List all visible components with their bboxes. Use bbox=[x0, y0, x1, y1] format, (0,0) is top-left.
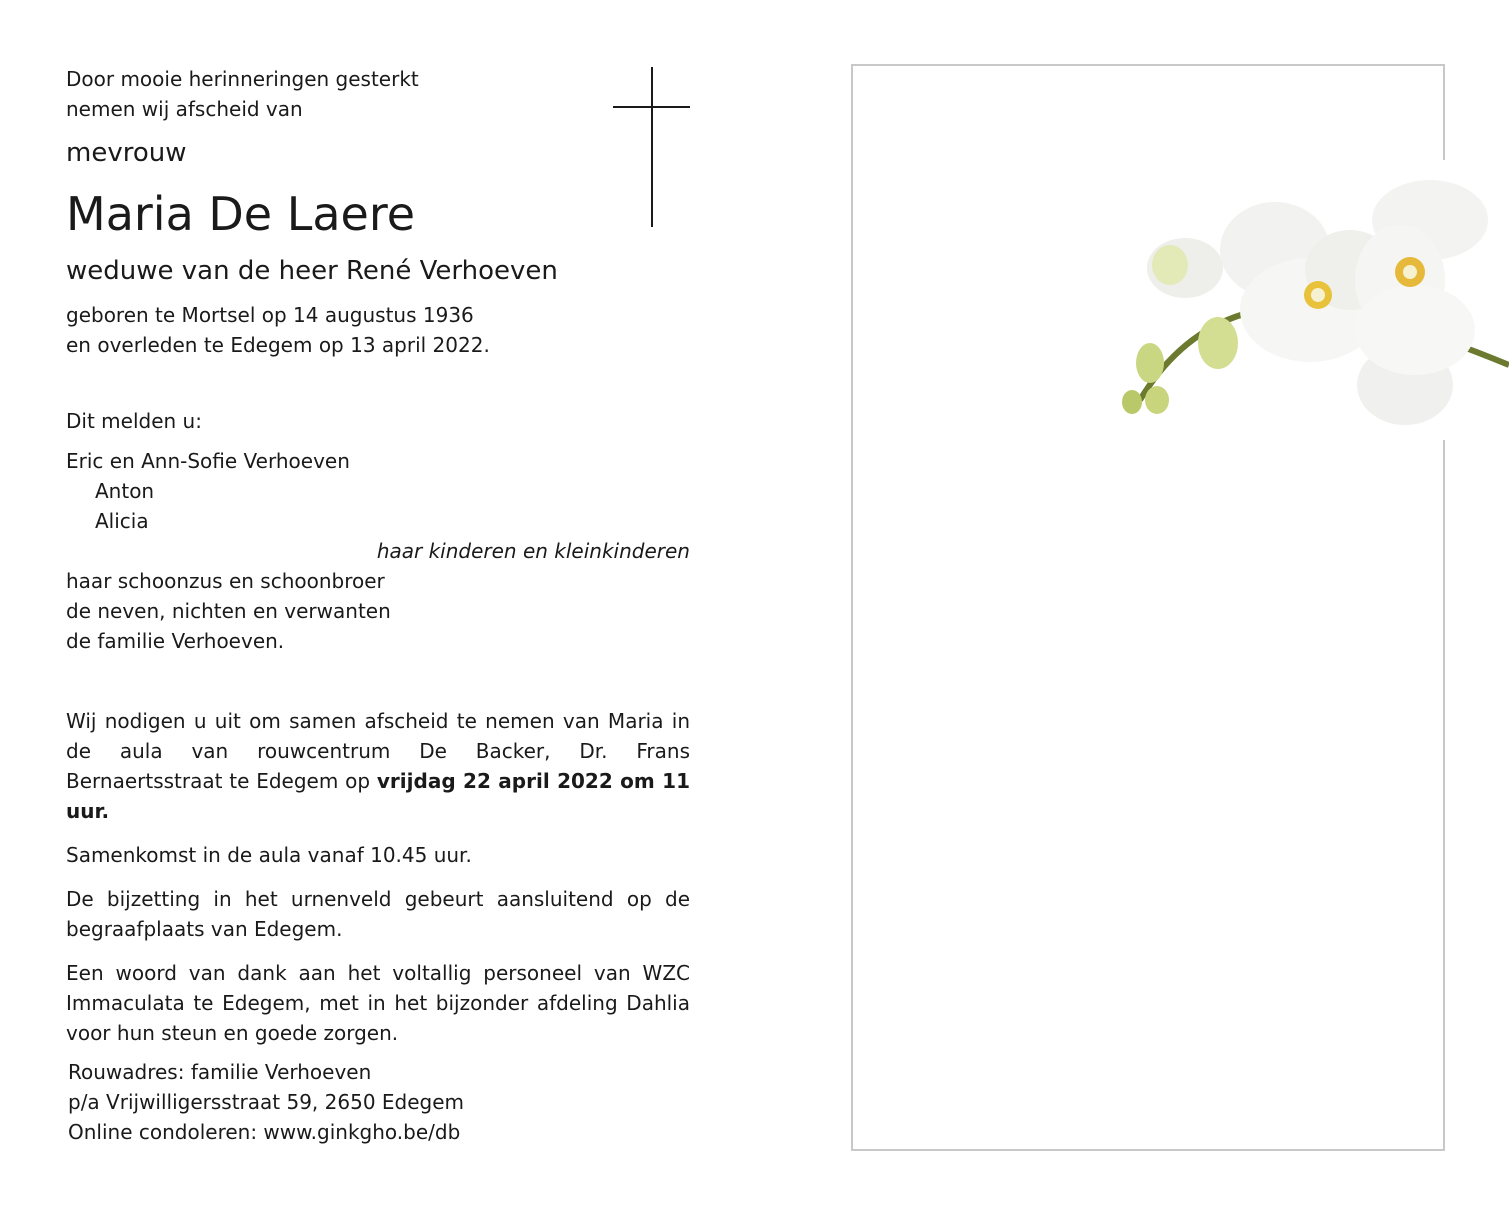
intro-line-1: Door mooie herinneringen gesterkt bbox=[66, 67, 419, 91]
died-line: en overleden te Edegem op 13 april 2022. bbox=[66, 333, 490, 357]
family-other-1: haar schoonzus en schoonbroer bbox=[66, 569, 385, 593]
gathering-paragraph: Samenkomst in de aula vanaf 10.45 uur. bbox=[66, 843, 472, 867]
address-line-3: Online condoleren: www.ginkgho.be/db bbox=[68, 1120, 461, 1144]
thanks-paragraph: Een woord van dank aan het voltallig personeel van WZC Immaculata te Edegem, met in het bijzonder afdeling Dahlia voor hun steun en goede zorgen. bbox=[66, 961, 690, 1045]
address-line-1: Rouwadres: familie Verhoeven bbox=[68, 1060, 372, 1084]
orchid-flower-icon bbox=[1100, 150, 1509, 445]
grandchild-2: Alicia bbox=[95, 509, 149, 533]
intro-line-2: nemen wij afscheid van bbox=[66, 97, 303, 121]
address-line-2: p/a Vrijwilligersstraat 59, 2650 Edegem bbox=[68, 1090, 465, 1114]
cross-icon bbox=[651, 67, 653, 227]
salutation: mevrouw bbox=[66, 138, 187, 168]
invitation-text: Wij nodigen u uit om samen afscheid te nemen van Maria in de aula van rouwcentrum De Backer, Dr. Frans Bernaertsstraat te Edegem op bbox=[66, 709, 690, 793]
burial-paragraph: De bijzetting in het urnenveld gebeurt aansluitend op de begraafplaats van Edegem. bbox=[66, 887, 690, 941]
invitation-paragraph bbox=[66, 706, 690, 826]
family-other-3: de familie Verhoeven. bbox=[66, 629, 285, 653]
invitation-date: vrijdag 22 april 2022 om 11 uur. bbox=[66, 769, 690, 823]
grandchild-1: Anton bbox=[95, 479, 155, 503]
invitation-block bbox=[66, 706, 690, 1062]
relation-caption: haar kinderen en kleinkinderen bbox=[376, 539, 690, 563]
family-other-2: de neven, nichten en verwanten bbox=[66, 599, 391, 623]
cross-icon-bar bbox=[613, 106, 690, 108]
announce-label: Dit melden u: bbox=[66, 409, 202, 433]
address-block bbox=[68, 1057, 628, 1147]
deceased-name: Maria De Laere bbox=[66, 187, 416, 241]
birth-death-info bbox=[66, 300, 626, 360]
widow-of: weduwe van de heer René Verhoeven bbox=[66, 256, 558, 286]
children-line: Eric en Ann-Sofie Verhoeven bbox=[66, 449, 350, 473]
family-list bbox=[66, 446, 690, 656]
born-line: geboren te Mortsel op 14 augustus 1936 bbox=[66, 303, 474, 327]
intro-text bbox=[66, 64, 586, 124]
